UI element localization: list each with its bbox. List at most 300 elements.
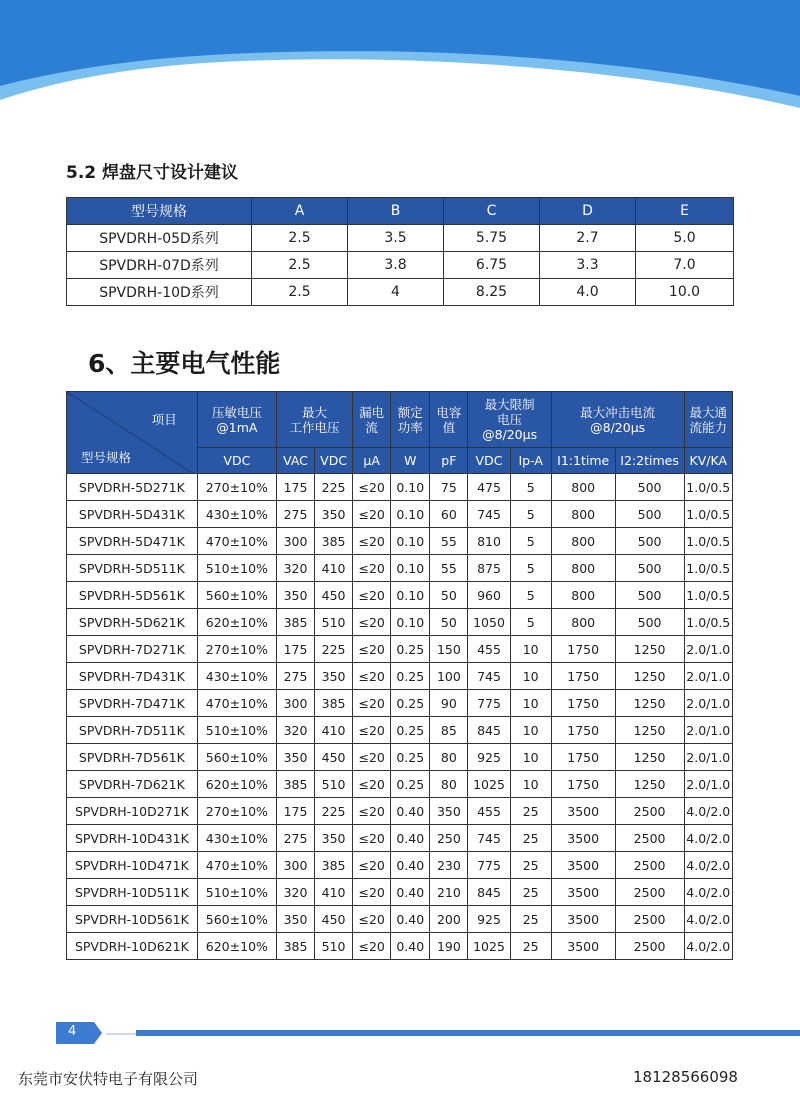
perf-cell-value: 1.0/0.5 <box>684 582 732 609</box>
perf-cell-value: 1250 <box>615 744 684 771</box>
perf-cell-value: 5 <box>510 555 551 582</box>
perf-cell-value: 450 <box>315 744 353 771</box>
page-number: 4 <box>68 1024 77 1039</box>
perf-cell-value: 430±10% <box>197 501 276 528</box>
perf-cell-value: ≤20 <box>353 609 391 636</box>
perf-cell-value: 25 <box>510 879 551 906</box>
perf-cell-value: 0.10 <box>391 501 430 528</box>
perf-cell-model: SPVDRH-5D431K <box>67 501 198 528</box>
perf-cell-value: 175 <box>276 636 314 663</box>
unit-header-cell: VDC <box>468 448 510 474</box>
perf-cell-value: 320 <box>276 555 314 582</box>
perf-cell-value: ≤20 <box>353 798 391 825</box>
perf-cell-value: 85 <box>430 717 468 744</box>
perf-cell-value: 225 <box>315 474 353 501</box>
perf-cell-value: 320 <box>276 717 314 744</box>
perf-cell-value: 450 <box>315 582 353 609</box>
electrical-performance-table <box>66 391 733 960</box>
corner-model-label: 型号规格 <box>81 450 132 465</box>
perf-cell-value: ≤20 <box>353 879 391 906</box>
perf-cell-value: 0.25 <box>391 690 430 717</box>
perf-cell-value: ≤20 <box>353 744 391 771</box>
perf-table-row <box>67 933 733 960</box>
perf-table-row <box>67 555 733 582</box>
perf-cell-value: 560±10% <box>197 906 276 933</box>
perf-cell-value: 10 <box>510 690 551 717</box>
perf-cell-value: 800 <box>551 555 615 582</box>
perf-cell-value: 10 <box>510 663 551 690</box>
perf-cell-value: 510 <box>315 609 353 636</box>
perf-cell-value: 510±10% <box>197 879 276 906</box>
perf-header-row-1 <box>67 392 733 448</box>
perf-cell-value: 190 <box>430 933 468 960</box>
perf-cell-value: 350 <box>430 798 468 825</box>
perf-cell-value: 350 <box>315 663 353 690</box>
header-varistor-l1: 压敏电压 <box>211 404 262 420</box>
pad-cell-value: 3.8 <box>348 252 444 279</box>
pad-cell-value: 7.0 <box>636 252 734 279</box>
perf-cell-value: 10 <box>510 636 551 663</box>
perf-cell-value: 1050 <box>468 609 510 636</box>
perf-cell-value: 2.0/1.0 <box>684 771 732 798</box>
perf-cell-value: 845 <box>468 717 510 744</box>
header-clamp-l3: @8/20μs <box>482 427 538 442</box>
perf-cell-value: 3500 <box>551 825 615 852</box>
perf-table-row <box>67 744 733 771</box>
perf-cell-value: 10 <box>510 744 551 771</box>
perf-cell-value: 0.40 <box>391 906 430 933</box>
perf-cell-value: 25 <box>510 852 551 879</box>
perf-cell-model: SPVDRH-5D471K <box>67 528 198 555</box>
perf-cell-value: 385 <box>315 852 353 879</box>
perf-cell-value: 510±10% <box>197 555 276 582</box>
perf-cell-value: 5 <box>510 474 551 501</box>
perf-cell-value: 270±10% <box>197 798 276 825</box>
perf-cell-value: 385 <box>276 933 314 960</box>
perf-cell-value: 510 <box>315 933 353 960</box>
perf-cell-value: 5 <box>510 528 551 555</box>
perf-cell-value: 620±10% <box>197 609 276 636</box>
perf-cell-value: 745 <box>468 501 510 528</box>
perf-cell-value: 455 <box>468 636 510 663</box>
perf-cell-value: 60 <box>430 501 468 528</box>
perf-table-row <box>67 690 733 717</box>
perf-cell-value: 1250 <box>615 771 684 798</box>
perf-cell-value: 250 <box>430 825 468 852</box>
perf-cell-value: 560±10% <box>197 582 276 609</box>
pad-cell-value: 2.5 <box>252 279 348 306</box>
perf-cell-value: 3500 <box>551 879 615 906</box>
perf-cell-value: 1750 <box>551 717 615 744</box>
corner-item-label: 项目 <box>151 412 177 427</box>
pad-size-table <box>66 197 734 306</box>
perf-cell-value: 800 <box>551 582 615 609</box>
perf-cell-value: ≤20 <box>353 690 391 717</box>
perf-cell-value: 510 <box>315 771 353 798</box>
perf-cell-value: 175 <box>276 474 314 501</box>
pad-table-body <box>67 225 734 306</box>
perf-cell-value: 200 <box>430 906 468 933</box>
perf-cell-value: 350 <box>315 825 353 852</box>
perf-cell-value: 470±10% <box>197 690 276 717</box>
perf-cell-value: 2.0/1.0 <box>684 663 732 690</box>
perf-cell-value: 3500 <box>551 798 615 825</box>
pad-cell-value: 2.7 <box>540 225 636 252</box>
perf-cell-value: 25 <box>510 933 551 960</box>
perf-cell-value: 100 <box>430 663 468 690</box>
perf-cell-value: 80 <box>430 744 468 771</box>
unit-header-cell: VDC <box>197 448 276 474</box>
unit-header-cell: μA <box>353 448 391 474</box>
perf-cell-value: 1.0/0.5 <box>684 555 732 582</box>
perf-cell-model: SPVDRH-7D621K <box>67 771 198 798</box>
perf-cell-value: 300 <box>276 690 314 717</box>
perf-cell-model: SPVDRH-7D431K <box>67 663 198 690</box>
perf-cell-value: 0.10 <box>391 528 430 555</box>
perf-table-body <box>67 474 733 960</box>
perf-cell-value: 150 <box>430 636 468 663</box>
pad-header-c: C <box>444 198 540 225</box>
perf-cell-value: 1750 <box>551 690 615 717</box>
perf-cell-value: ≤20 <box>353 771 391 798</box>
perf-cell-value: ≤20 <box>353 663 391 690</box>
perf-cell-value: 800 <box>551 609 615 636</box>
perf-cell-value: 775 <box>468 690 510 717</box>
perf-cell-value: 800 <box>551 528 615 555</box>
perf-cell-value: 2500 <box>615 906 684 933</box>
perf-cell-value: 620±10% <box>197 771 276 798</box>
perf-cell-value: 1.0/0.5 <box>684 501 732 528</box>
header-max-work-l1: 最大 <box>302 404 328 420</box>
perf-cell-value: 500 <box>615 609 684 636</box>
perf-cell-value: 2500 <box>615 933 684 960</box>
perf-cell-value: 2.0/1.0 <box>684 717 732 744</box>
header-clamping-voltage <box>468 392 551 448</box>
pad-cell-value: 2.5 <box>252 225 348 252</box>
perf-cell-value: 800 <box>551 474 615 501</box>
perf-cell-value: 385 <box>315 528 353 555</box>
perf-cell-model: SPVDRH-10D561K <box>67 906 198 933</box>
perf-cell-value: 10 <box>510 771 551 798</box>
perf-cell-value: 0.25 <box>391 744 430 771</box>
pad-cell-value: 3.3 <box>540 252 636 279</box>
perf-table-row <box>67 906 733 933</box>
perf-cell-value: 230 <box>430 852 468 879</box>
perf-cell-value: 560±10% <box>197 744 276 771</box>
perf-cell-value: 275 <box>276 825 314 852</box>
perf-cell-value: ≤20 <box>353 717 391 744</box>
perf-table-row <box>67 852 733 879</box>
perf-cell-value: 4.0/2.0 <box>684 798 732 825</box>
perf-cell-model: SPVDRH-7D271K <box>67 636 198 663</box>
unit-header-cell: KV/KA <box>684 448 732 474</box>
header-rated-power <box>391 392 430 448</box>
perf-cell-value: 1750 <box>551 771 615 798</box>
pad-table-header-row <box>67 198 734 225</box>
section-6-title: 6、主要电气性能 <box>88 349 281 378</box>
perf-table-row <box>67 663 733 690</box>
header-leak-l2: 流 <box>365 419 378 435</box>
phone-number: 18128566098 <box>633 1068 738 1086</box>
header-max-surge-current <box>551 392 684 448</box>
perf-cell-value: 4.0/2.0 <box>684 825 732 852</box>
pad-header-model: 型号规格 <box>67 198 252 225</box>
header-energy-l2: 流能力 <box>689 419 728 435</box>
perf-cell-value: 810 <box>468 528 510 555</box>
perf-cell-value: 225 <box>315 636 353 663</box>
perf-cell-value: 275 <box>276 663 314 690</box>
perf-cell-value: 275 <box>276 501 314 528</box>
perf-cell-value: 875 <box>468 555 510 582</box>
perf-cell-value: 385 <box>276 609 314 636</box>
perf-cell-value: 2.0/1.0 <box>684 744 732 771</box>
perf-cell-value: 500 <box>615 528 684 555</box>
perf-cell-value: 90 <box>430 690 468 717</box>
perf-cell-value: 775 <box>468 852 510 879</box>
perf-cell-value: 430±10% <box>197 663 276 690</box>
perf-cell-value: 0.40 <box>391 798 430 825</box>
perf-cell-value: 1.0/0.5 <box>684 609 732 636</box>
perf-cell-value: 385 <box>315 690 353 717</box>
header-wave-banner <box>0 0 800 115</box>
perf-cell-value: 925 <box>468 744 510 771</box>
perf-cell-value: 470±10% <box>197 852 276 879</box>
perf-cell-value: 450 <box>315 906 353 933</box>
perf-cell-value: 1.0/0.5 <box>684 528 732 555</box>
perf-table-row <box>67 474 733 501</box>
perf-cell-value: ≤20 <box>353 528 391 555</box>
pad-table-row <box>67 225 734 252</box>
pad-cell-value: 6.75 <box>444 252 540 279</box>
perf-cell-model: SPVDRH-10D471K <box>67 852 198 879</box>
perf-cell-value: 500 <box>615 501 684 528</box>
header-leakage-current <box>353 392 391 448</box>
perf-cell-value: 2.0/1.0 <box>684 636 732 663</box>
pad-cell-model: SPVDRH-05D系列 <box>67 225 252 252</box>
perf-cell-value: 800 <box>551 501 615 528</box>
perf-cell-value: 500 <box>615 555 684 582</box>
perf-table-row <box>67 879 733 906</box>
perf-table-row <box>67 636 733 663</box>
perf-cell-value: 25 <box>510 798 551 825</box>
header-clamp-l1: 最大限制 <box>484 397 535 412</box>
perf-cell-model: SPVDRH-10D621K <box>67 933 198 960</box>
pad-cell-model: SPVDRH-10D系列 <box>67 279 252 306</box>
header-capacitance <box>430 392 468 448</box>
perf-cell-value: 1.0/0.5 <box>684 474 732 501</box>
perf-cell-value: 10 <box>510 717 551 744</box>
perf-table-row <box>67 501 733 528</box>
perf-cell-value: 0.25 <box>391 636 430 663</box>
perf-cell-model: SPVDRH-7D511K <box>67 717 198 744</box>
perf-cell-value: 75 <box>430 474 468 501</box>
perf-cell-value: 300 <box>276 852 314 879</box>
perf-cell-value: 55 <box>430 528 468 555</box>
perf-cell-value: 385 <box>276 771 314 798</box>
perf-cell-value: ≤20 <box>353 825 391 852</box>
perf-cell-value: 845 <box>468 879 510 906</box>
company-name: 东莞市安伏特电子有限公司 <box>18 1070 199 1088</box>
header-surge-l1: 最大冲击电流 <box>580 404 656 420</box>
perf-cell-value: 1750 <box>551 744 615 771</box>
perf-cell-model: SPVDRH-5D561K <box>67 582 198 609</box>
perf-cell-value: 500 <box>615 474 684 501</box>
perf-cell-value: 350 <box>276 906 314 933</box>
perf-cell-value: 0.10 <box>391 474 430 501</box>
perf-cell-value: 0.10 <box>391 582 430 609</box>
perf-cell-value: 2500 <box>615 852 684 879</box>
header-surge-l2: @8/20μs <box>590 419 646 435</box>
perf-cell-model: SPVDRH-7D561K <box>67 744 198 771</box>
header-max-energy <box>684 392 732 448</box>
perf-table-row <box>67 582 733 609</box>
perf-cell-value: 0.25 <box>391 717 430 744</box>
perf-cell-value: 0.40 <box>391 825 430 852</box>
pad-table-row <box>67 252 734 279</box>
perf-table-row <box>67 825 733 852</box>
pad-cell-value: 2.5 <box>252 252 348 279</box>
perf-cell-value: 0.40 <box>391 933 430 960</box>
pad-cell-value: 10.0 <box>636 279 734 306</box>
perf-cell-model: SPVDRH-5D511K <box>67 555 198 582</box>
perf-cell-value: 745 <box>468 825 510 852</box>
perf-cell-value: 55 <box>430 555 468 582</box>
perf-cell-value: 5 <box>510 501 551 528</box>
perf-cell-value: 80 <box>430 771 468 798</box>
perf-header-corner <box>67 392 198 474</box>
header-cap-l1: 电容 <box>436 404 462 420</box>
perf-cell-value: 5 <box>510 582 551 609</box>
perf-cell-value: ≤20 <box>353 852 391 879</box>
perf-cell-value: 270±10% <box>197 636 276 663</box>
perf-cell-value: ≤20 <box>353 582 391 609</box>
perf-cell-value: 4.0/2.0 <box>684 852 732 879</box>
pad-cell-value: 8.25 <box>444 279 540 306</box>
unit-header-cell: Ip-A <box>510 448 551 474</box>
perf-cell-value: 0.10 <box>391 609 430 636</box>
perf-cell-value: 410 <box>315 555 353 582</box>
perf-cell-value: 25 <box>510 906 551 933</box>
perf-cell-value: 320 <box>276 879 314 906</box>
perf-cell-value: 410 <box>315 717 353 744</box>
perf-cell-value: 510±10% <box>197 717 276 744</box>
header-leak-l1: 漏电 <box>359 404 385 420</box>
pad-header-a: A <box>252 198 348 225</box>
perf-cell-value: 5 <box>510 609 551 636</box>
perf-cell-value: 470±10% <box>197 528 276 555</box>
perf-cell-value: 1250 <box>615 663 684 690</box>
perf-cell-model: SPVDRH-10D511K <box>67 879 198 906</box>
perf-cell-value: ≤20 <box>353 906 391 933</box>
perf-cell-model: SPVDRH-10D431K <box>67 825 198 852</box>
perf-cell-value: 960 <box>468 582 510 609</box>
perf-cell-model: SPVDRH-5D271K <box>67 474 198 501</box>
unit-header-cell: I2:2times <box>615 448 684 474</box>
perf-table-row <box>67 609 733 636</box>
header-varistor-l2: @1mA <box>216 419 258 435</box>
pad-header-d: D <box>540 198 636 225</box>
perf-cell-value: 0.40 <box>391 879 430 906</box>
perf-table-row <box>67 798 733 825</box>
header-power-l1: 额定 <box>397 404 423 420</box>
perf-cell-value: ≤20 <box>353 474 391 501</box>
perf-cell-value: 0.10 <box>391 555 430 582</box>
unit-header-cell: VDC <box>315 448 353 474</box>
unit-header-cell: pF <box>430 448 468 474</box>
pad-cell-model: SPVDRH-07D系列 <box>67 252 252 279</box>
pad-table-row <box>67 279 734 306</box>
perf-cell-value: ≤20 <box>353 555 391 582</box>
perf-cell-value: 1750 <box>551 636 615 663</box>
perf-cell-value: 0.25 <box>391 663 430 690</box>
perf-cell-value: 430±10% <box>197 825 276 852</box>
unit-header-cell: W <box>391 448 430 474</box>
perf-cell-value: 225 <box>315 798 353 825</box>
perf-cell-value: 1025 <box>468 933 510 960</box>
perf-cell-value: 350 <box>276 744 314 771</box>
perf-cell-value: 1025 <box>468 771 510 798</box>
pad-cell-value: 4 <box>348 279 444 306</box>
perf-cell-value: 2.0/1.0 <box>684 690 732 717</box>
perf-cell-value: 1250 <box>615 690 684 717</box>
perf-cell-value: ≤20 <box>353 501 391 528</box>
unit-header-cell: I1:1time <box>551 448 615 474</box>
perf-cell-value: 3500 <box>551 906 615 933</box>
perf-cell-model: SPVDRH-7D471K <box>67 690 198 717</box>
header-cap-l2: 值 <box>442 419 456 435</box>
perf-cell-value: 210 <box>430 879 468 906</box>
perf-cell-value: 350 <box>315 501 353 528</box>
perf-cell-value: 175 <box>276 798 314 825</box>
header-varistor-voltage <box>197 392 276 448</box>
header-power-l2: 功率 <box>397 419 423 435</box>
perf-cell-value: 2500 <box>615 825 684 852</box>
perf-cell-value: 4.0/2.0 <box>684 906 732 933</box>
perf-cell-value: 1750 <box>551 663 615 690</box>
perf-cell-value: 410 <box>315 879 353 906</box>
pad-cell-value: 5.75 <box>444 225 540 252</box>
perf-cell-value: ≤20 <box>353 933 391 960</box>
perf-cell-value: 3500 <box>551 933 615 960</box>
perf-cell-value: 475 <box>468 474 510 501</box>
pad-header-b: B <box>348 198 444 225</box>
header-energy-l1: 最大通 <box>689 404 728 420</box>
perf-cell-value: 925 <box>468 906 510 933</box>
perf-cell-value: 0.25 <box>391 771 430 798</box>
perf-cell-value: 620±10% <box>197 933 276 960</box>
perf-cell-value: 0.40 <box>391 852 430 879</box>
header-max-work-l2: 工作电压 <box>289 419 340 435</box>
perf-cell-value: 25 <box>510 825 551 852</box>
header-clamp-l2: 电压 <box>497 412 523 427</box>
perf-cell-value: 745 <box>468 663 510 690</box>
perf-cell-value: 1250 <box>615 636 684 663</box>
perf-cell-model: SPVDRH-10D271K <box>67 798 198 825</box>
pad-cell-value: 3.5 <box>348 225 444 252</box>
perf-cell-value: 50 <box>430 582 468 609</box>
perf-cell-value: 50 <box>430 609 468 636</box>
perf-cell-value: ≤20 <box>353 636 391 663</box>
perf-cell-value: 1250 <box>615 717 684 744</box>
perf-table-row <box>67 717 733 744</box>
perf-table-row <box>67 528 733 555</box>
unit-header-cell: VAC <box>276 448 314 474</box>
pad-cell-value: 5.0 <box>636 225 734 252</box>
perf-cell-value: 270±10% <box>197 474 276 501</box>
perf-cell-value: 350 <box>276 582 314 609</box>
perf-cell-value: 4.0/2.0 <box>684 879 732 906</box>
perf-table-row <box>67 771 733 798</box>
